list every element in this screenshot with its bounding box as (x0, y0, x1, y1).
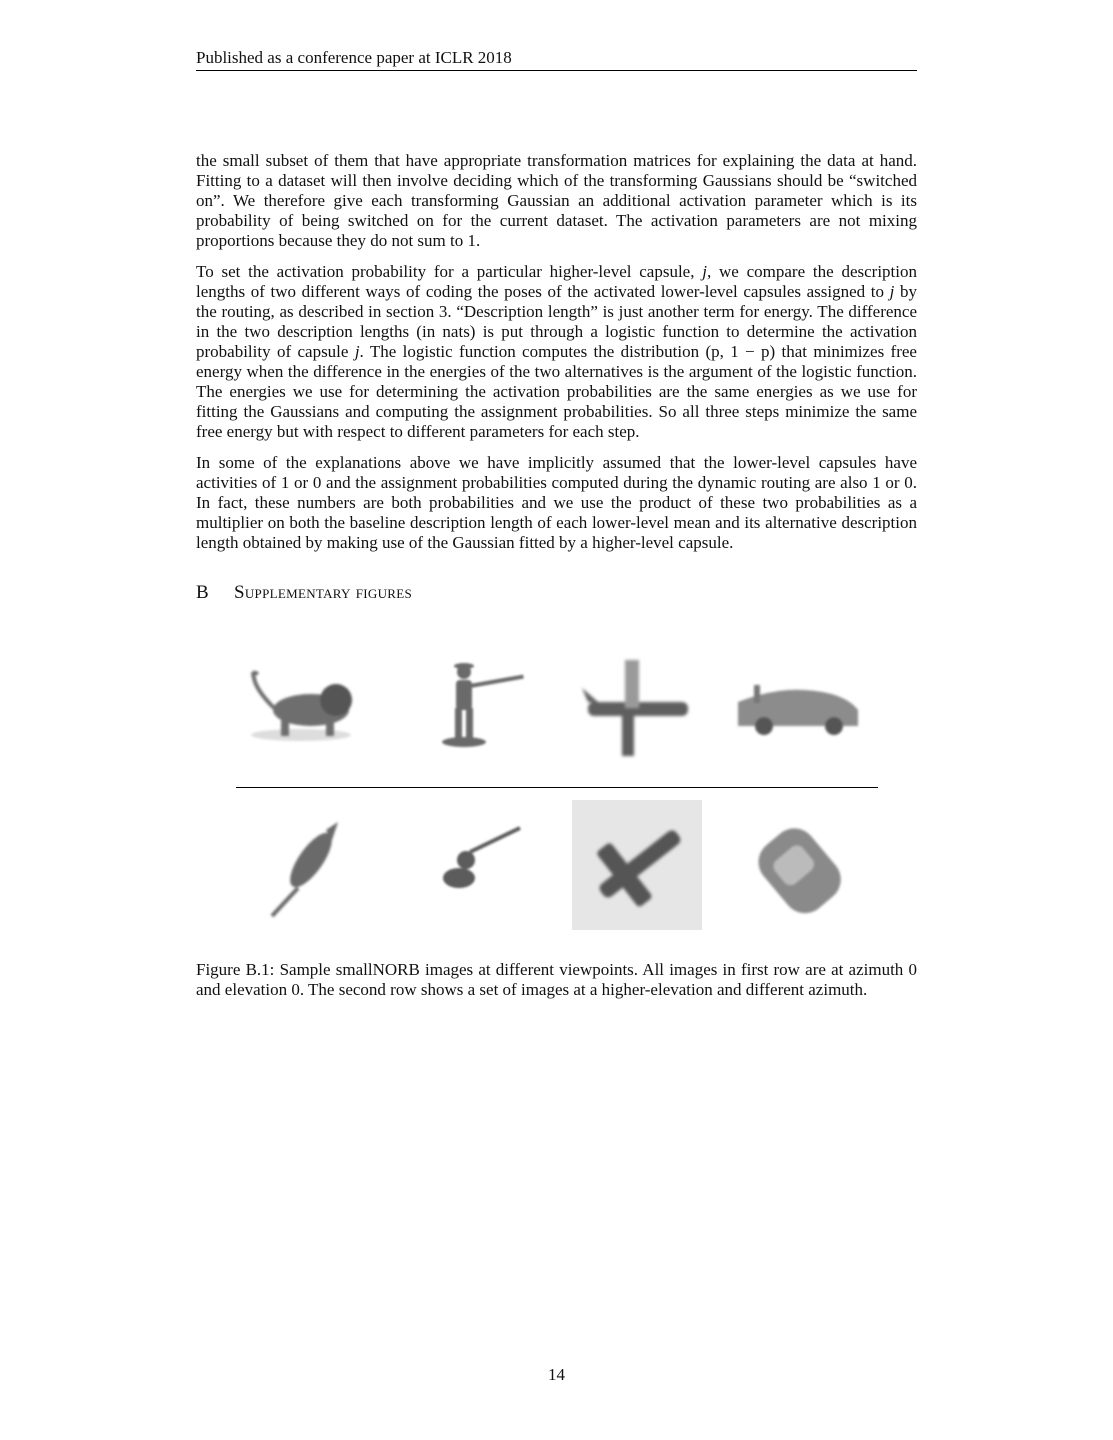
car-image (734, 640, 864, 770)
lion-image (236, 640, 366, 770)
soldier-image (404, 640, 534, 770)
body-text (196, 151, 917, 564)
math-j: j (889, 282, 895, 301)
figure-divider (236, 787, 878, 788)
header-rule (196, 70, 917, 71)
math-j: j (354, 342, 360, 361)
paragraph-3: In some of the explanations above we have implicitly assumed that the lower-level capsules have activities of 1 or 0 and the assignment probabilities computed during the dynamic routing are also 1 or 0. In fact, these numbers are both probabilities and we use the product of these two probabilities as a multiplier on both the baseline description length of each lower-level mean and its alternative description length obtained by making use of the Gaussian fitted by a higher-level capsule. (196, 453, 917, 552)
section-title: Supplementary figures (234, 582, 413, 603)
car-image (734, 800, 864, 930)
section-heading (196, 581, 412, 605)
airplane-image (572, 800, 702, 930)
human-image (404, 800, 534, 930)
paragraph-2: To set the activation probability for a particular higher-level capsule, j, we compare the description lengths of two different ways of coding the poses of the activated lower-level capsules assigned to j by the routing, as described in section 3. “Description length” is just another term for energy. The difference in the two description lengths (in nats) is put through a logistic function to determine the activation probability of capsule j. The logistic function computes the distribution (p, 1 − p) that minimizes free energy when the difference in the energies of the two alternatives is the argument of the logistic function. The energies we use for determining the activation probabilities are the same energies as we use for fitting the Gaussians and computing the assignment probabilities. So all three steps minimize the same free energy but with respect to different parameters for each step. (196, 262, 918, 441)
math-distribution: (p, 1 − p) (705, 342, 776, 361)
section-number: B (196, 582, 209, 603)
figure-caption: Figure B.1: Sample smallNORB images at different viewpoints. All images in first row are at azimuth 0 and elevation 0. The second row shows a set of images at a higher-elevation and different azimuth. (196, 960, 917, 999)
page-number: 14 (548, 1365, 565, 1384)
airplane-image (570, 640, 700, 770)
paragraph-1: the small subset of them that have appropriate transformation matrices for explaining the data at hand. Fitting to a dataset will then involve deciding which of the transforming Gaussians should be “switched on”. We therefore give each transforming Gaussian an additional activation parameter which is its probability of being switched on for the current dataset. The activation parameters are not mixing proportions because they do not sum to 1. (196, 151, 917, 250)
running-header: Published as a conference paper at ICLR 2018 (196, 48, 512, 67)
animal-image (236, 800, 366, 930)
math-j: j (702, 262, 707, 281)
